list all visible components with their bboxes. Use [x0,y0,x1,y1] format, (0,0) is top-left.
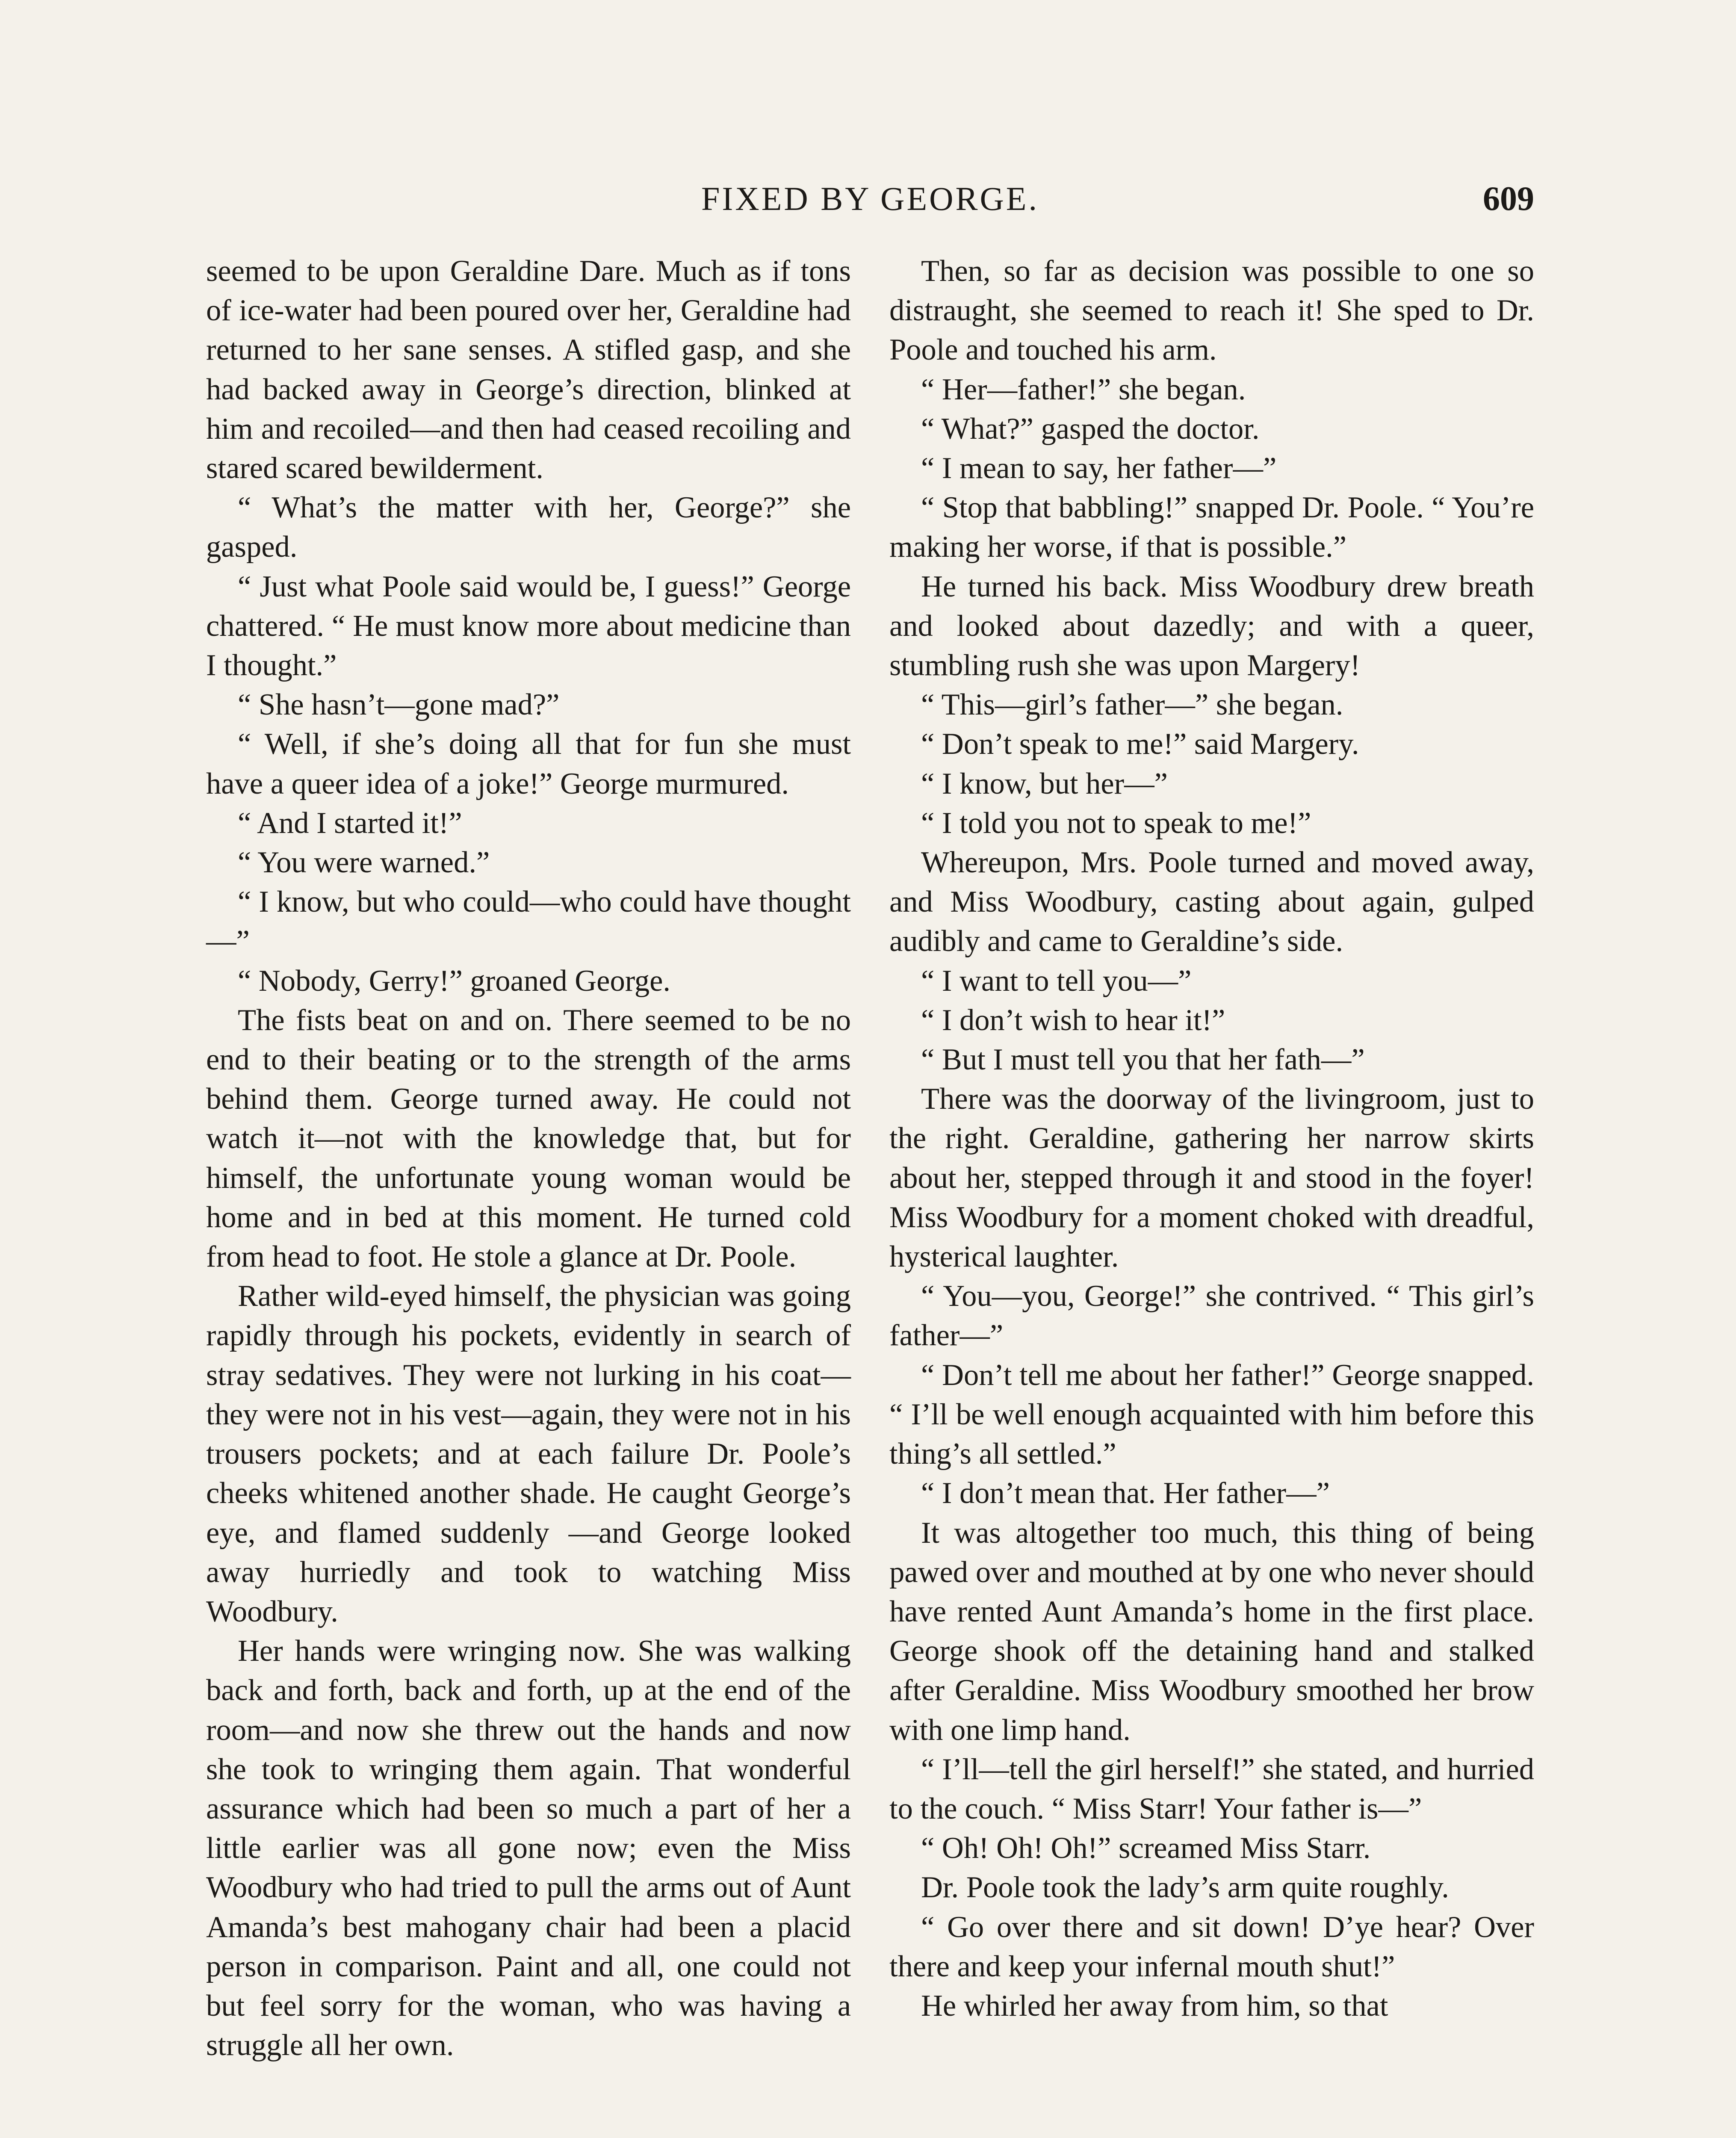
paragraph: “ I want to tell you—” [921,964,1192,998]
paragraph: “ You—you, George!” she contrived. “ This girl’s father—” [889,1279,1534,1352]
paragraph: Whereupon, Mrs. Poole turned and moved away, and Miss Woodbury, casting about again, gulped audibly and came to Geraldine’s side. [889,846,1534,958]
paragraph: “ I don’t wish to hear it!” [921,1003,1225,1037]
running-head [206,171,1534,227]
paragraph: seemed to be upon Geraldine Dare. Much as if tons of ice-water had been poured over her, Geraldine had returned to her sane senses. A stifled gasp, and she had backed away in George’s direction, blinked at him and recoiled—and then had ceased recoiling and stared scared bewilderment. [206,254,851,485]
left-column [206,251,851,2065]
paragraph: Dr. Poole took the lady’s arm quite roughly. [921,1871,1449,1905]
running-title: FIXED BY GEORGE. [701,180,1039,217]
paragraph: “ Her—father!” she began. [921,372,1246,406]
paragraph: “ This—girl’s father—” she began. [921,688,1343,722]
paragraph: “ What?” gasped the doctor. [921,412,1260,446]
paragraph: “ What’s the matter with her, George?” she gasped. [206,491,851,564]
paragraph: “ Don’t tell me about her father!” George snapped. “ I’ll be well enough acquainted with him before this thing’s all settled.” [889,1358,1534,1471]
paragraph: He whirled her away from him, so that [921,1989,1388,2023]
paragraph: “ I don’t mean that. Her father—” [921,1477,1330,1510]
paragraph: “ Oh! Oh! Oh!” screamed Miss Starr. [921,1831,1371,1865]
paragraph: He turned his back. Miss Woodbury drew breath and looked about dazedly; and with a queer, stumbling rush she was upon Margery! [889,570,1534,682]
paragraph: Rather wild-eyed himself, the physician was going rapidly through his pockets, evidently in search of stray sedatives. They were not lurking in his coat—they were not in his vest—again, they were not in his trousers pockets; and at each failure Dr. Poole’s cheeks whitened another shade. He caught George’s eye, and flamed suddenly —and George looked away hurriedly and took to watching Miss Woodbury. [206,1279,851,1628]
paragraph: “ You were warned.” [238,846,490,880]
paragraph: Then, so far as decision was possible to one so distraught, she seemed to reach it! She sped to Dr. Poole and touched his arm. [889,254,1534,367]
paragraph: “ But I must tell you that her fath—” [921,1043,1365,1077]
paragraph: “ I told you not to speak to me!” [921,806,1311,840]
paragraph: “ I mean to say, her father—” [921,452,1277,485]
paragraph: “ Just what Poole said would be, I guess!” George chattered. “ He must know more about medicine than I thought.” [206,570,851,682]
paragraph: “ Well, if she’s doing all that for fun she must have a queer idea of a joke!” George murmured. [206,727,851,800]
paragraph: “ Don’t speak to me!” said Margery. [921,727,1359,761]
paragraph: “ She hasn’t—gone mad?” [238,688,560,722]
paragraph: “ Nobody, Gerry!” groaned George. [238,964,671,998]
paragraph: “ Go over there and sit down! D’ye hear? Over there and keep your infernal mouth shut!” [889,1910,1534,1983]
paragraph: “ Stop that babbling!” snapped Dr. Poole. “ You’re making her worse, if that is possible.” [889,491,1534,564]
paragraph: It was altogether too much, this thing of being pawed over and mouthed at by one who never should have rented Aunt Amanda’s home in the first place. George shook off the detaining hand and stalked after Geraldine. Miss Woodbury smoothed her brow with one limp hand. [889,1516,1534,1747]
paragraph: “ I know, but her—” [921,767,1168,800]
paragraph: There was the doorway of the livingroom, just to the right. Geraldine, gathering her narrow skirts about her, stepped through it and stood in the foyer! Miss Woodbury for a moment choked with dreadful, hysterical laughter. [889,1082,1534,1274]
paragraph: “ And I started it!” [238,806,462,840]
paragraph: Her hands were wringing now. She was walking back and forth, back and forth, up at the end of the room—and now she threw out the hands and now she took to wringing them again. That wonderful assurance which had been so much a part of her a little earlier was all gone now; even the Miss Woodbury who had tried to pull the arms out of Aunt Amanda’s best mahogany chair had been a placid person in comparison. Paint and all, one could not but feel sorry for the woman, who was having a struggle all her own. [206,1634,851,2062]
paragraph: “ I’ll—tell the girl herself!” she stated, and hurried to the couch. “ Miss Starr! Your father is—” [889,1752,1534,1825]
paragraph: “ I know, but who could—who could have thought—” [206,885,851,958]
paragraph: The fists beat on and on. There seemed to be no end to their beating or to the strength of the arms behind them. George turned away. He could not watch it—not with the knowledge that, but for himself, the unfortunate young woman would be home and in bed at this moment. He turned cold from head to foot. He stole a glance at Dr. Poole. [206,1003,851,1274]
right-column [889,251,1534,2026]
page-number: 609 [1483,180,1534,218]
